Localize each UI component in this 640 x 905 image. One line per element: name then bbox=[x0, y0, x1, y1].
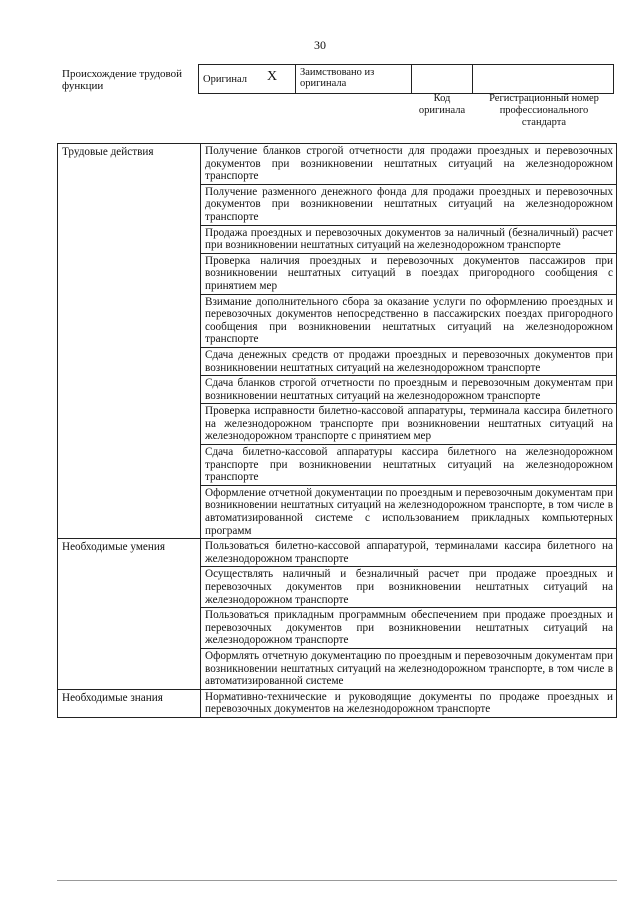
section-item: Проверка исправности билетно-кассовой аппаратуры, терминала кассира билетного на железнодорожном транспорте при возникновении нештатных ситуаций на железнодорожном транспорте с принятием мер bbox=[201, 404, 617, 445]
section-item: Пользоваться билетно-кассовой аппаратурой, терминалами кассира билетного на железнодорожном транспорте bbox=[201, 539, 617, 567]
page-bottom-line bbox=[57, 880, 617, 881]
section-item: Сдача билетно-кассовой аппаратуры кассира билетного на железнодорожном транспорте при возникновении нештатных ситуаций на железнодорожном транспорте bbox=[201, 445, 617, 486]
section-item: Оформление отчетной документации по проездным и перевозочным документам при возникновении нештатных ситуаций на железнодорожном транспорте, в том числе в автоматизированной системе с использованием прикладных компьютерных программ bbox=[201, 485, 617, 538]
table-row bbox=[58, 689, 617, 717]
labor-function-table bbox=[57, 143, 617, 718]
borrowed-cell bbox=[296, 65, 412, 94]
section-item: Оформлять отчетную документацию по проездным и перевозочным документам при возникновении нештатных ситуаций на железнодорожном транспорте, в том числе в автоматизированной системе bbox=[201, 648, 617, 689]
section-item: Нормативно-технические и руководящие документы по продаже проездных и перевозочных документов на железнодорожном транспорте bbox=[201, 689, 617, 717]
original-cell bbox=[199, 65, 296, 94]
section-item: Осуществлять наличный и безналичный расчет при продаже проездных и перевозочных документов при возникновении нештатных ситуаций на железнодорожном транспорте bbox=[201, 567, 617, 608]
reg-number-caption: Регистрационный номер профессионального стандарта bbox=[489, 93, 599, 128]
page-number: 30 bbox=[314, 38, 326, 52]
original-mark: X bbox=[267, 69, 278, 84]
section-item: Продажа проездных и перевозочных документов за наличный (безналичный) расчет при возникновении нештатных ситуаций на железнодорожном транспорте bbox=[201, 225, 617, 253]
section-item: Пользоваться прикладным программным обеспечением при продаже проездных и перевозочных документов при возникновении нештатных ситуаций на железнодорожном транспорте bbox=[201, 608, 617, 649]
section-item: Сдача денежных средств от продажи проездных и перевозочных документов при возникновении нештатных ситуаций на железнодорожном транспорте bbox=[201, 347, 617, 375]
section-title: Необходимые знания bbox=[58, 689, 201, 717]
borrowed-label: Заимствовано из оригинала bbox=[300, 67, 375, 89]
section-item: Проверка наличия проездных и перевозочных документов пассажиров при возникновении нештатных ситуаций в поездах пригородного сообщения с принятием мер bbox=[201, 253, 617, 294]
section-title: Необходимые умения bbox=[58, 539, 201, 690]
section-item: Взимание дополнительного сбора за оказание услуги по оформлению проездных и перевозочных документов непосредственно в пассажирских поездах пригородного сообщения при возникновении нештатных ситуаций на железнодорожном транспорте bbox=[201, 294, 617, 347]
code-cell bbox=[412, 65, 473, 94]
table-row bbox=[58, 539, 617, 567]
section-item: Сдача бланков строгой отчетности по проездным и перевозочным документам при возникновении нештатных ситуаций на железнодорожном транспорте bbox=[201, 376, 617, 404]
section-item: Получение бланков строгой отчетности для продажи проездных и перевозочных документов при возникновении нештатных ситуаций на железнодорожном транспорте bbox=[201, 144, 617, 185]
reg-number-cell bbox=[473, 65, 614, 94]
table-row bbox=[58, 144, 617, 185]
original-label: Оригинал bbox=[203, 73, 247, 85]
origin-table bbox=[198, 64, 614, 94]
section-item: Получение разменного денежного фонда для продажи проездных и перевозочных документов при возникновении нештатных ситуаций на железнодорожном транспорте bbox=[201, 184, 617, 225]
origin-label: Происхождение трудовой функции bbox=[62, 68, 183, 92]
code-caption: Код оригинала bbox=[418, 93, 466, 116]
section-title: Трудовые действия bbox=[58, 144, 201, 539]
